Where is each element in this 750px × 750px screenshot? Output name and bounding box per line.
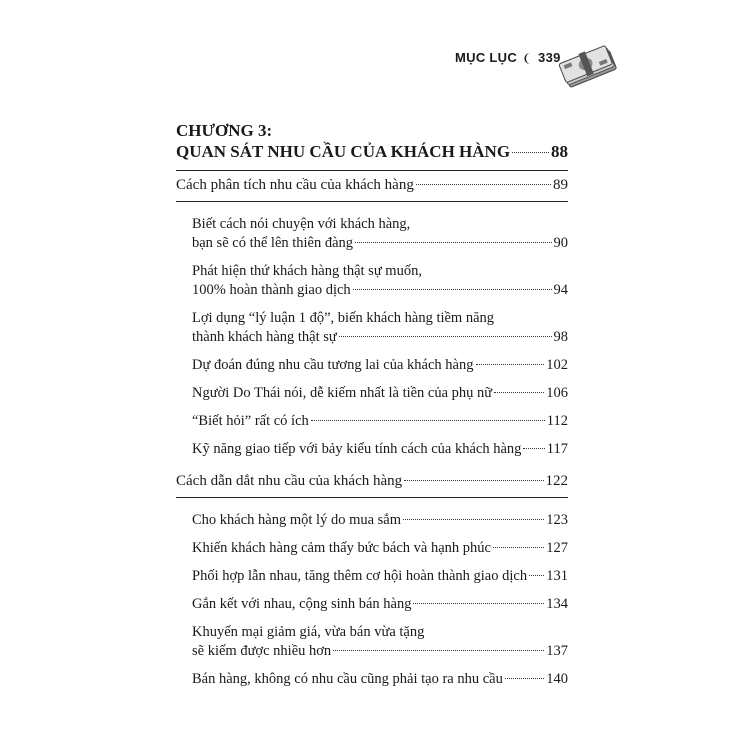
item-page: 94	[553, 282, 568, 298]
header-title: MỤC LỤC	[455, 50, 518, 65]
item-title: “Biết hỏi” rất có ích	[192, 413, 309, 429]
leader-dots	[505, 678, 544, 679]
crescent-icon	[523, 52, 532, 63]
item-title: 100% hoàn thành giao dịch	[192, 282, 351, 298]
toc-item[interactable]	[176, 595, 568, 614]
leader-dots	[416, 184, 551, 185]
item-page: 102	[546, 357, 568, 373]
chapter-number: CHƯƠNG 3:	[176, 121, 273, 140]
leader-dots	[333, 650, 544, 651]
leader-dots	[529, 575, 544, 576]
toc-item[interactable]	[176, 384, 568, 403]
section-items	[176, 511, 568, 697]
section-entry[interactable]	[176, 472, 568, 491]
leader-dots	[523, 448, 544, 449]
toc-section	[176, 467, 568, 498]
running-header	[455, 50, 561, 65]
item-title: bạn sẽ có thể lên thiên đàng	[192, 235, 354, 251]
leader-dots	[403, 519, 544, 520]
item-page: 90	[553, 235, 568, 251]
leader-dots	[353, 289, 552, 290]
leader-dots	[355, 242, 551, 243]
toc-item[interactable]	[176, 309, 568, 347]
item-title: Người Do Thái nói, dễ kiếm nhất là tiền của phụ nữ	[192, 385, 493, 401]
chapter-title: QUAN SÁT NHU CẦU CỦA KHÁCH HÀNG	[176, 142, 511, 161]
money-stack-icon	[558, 44, 620, 90]
item-title-line1: Biết cách nói chuyện với khách hàng,	[192, 216, 411, 232]
item-page: 106	[546, 385, 568, 401]
item-title-line1: Khuyến mại giảm giá, vừa bán vừa tặng	[192, 624, 425, 640]
item-page: 123	[546, 512, 568, 528]
item-title: Bán hàng, không có nhu cầu cũng phải tạo ra nhu cầu	[192, 671, 503, 687]
chapter-page: 88	[551, 142, 568, 161]
toc-item[interactable]	[176, 215, 568, 253]
toc-item[interactable]	[176, 440, 568, 459]
section-title: Cách dẫn dắt nhu cầu của khách hàng	[176, 473, 403, 489]
section-entry[interactable]	[176, 176, 568, 195]
toc-item[interactable]	[176, 623, 568, 661]
item-page: 117	[546, 441, 568, 457]
header-page-number: 339	[538, 50, 561, 65]
toc-item[interactable]	[176, 670, 568, 689]
toc-item[interactable]	[176, 539, 568, 558]
item-page: 98	[553, 329, 568, 345]
leader-dots	[494, 392, 544, 393]
leader-dots	[512, 152, 549, 153]
item-title: Dự đoán đúng nhu cầu tương lai của khách hàng	[192, 357, 474, 373]
item-title-line1: Phát hiện thứ khách hàng thật sự muốn,	[192, 263, 422, 279]
item-title: Gắn kết với nhau, cộng sinh bán hàng	[192, 596, 412, 612]
section-page: 89	[553, 177, 568, 193]
item-title: Kỹ năng giao tiếp với bảy kiểu tính cách của khách hàng	[192, 441, 522, 457]
item-page: 112	[546, 413, 568, 429]
table-of-contents	[176, 120, 568, 697]
toc-item[interactable]	[176, 412, 568, 431]
leader-dots	[493, 547, 544, 548]
leader-dots	[311, 420, 545, 421]
leader-dots	[476, 364, 545, 365]
item-title: Cho khách hàng một lý do mua sắm	[192, 512, 402, 528]
leader-dots	[404, 480, 543, 481]
toc-item[interactable]	[176, 262, 568, 300]
item-page: 140	[546, 671, 568, 687]
item-page: 131	[546, 568, 568, 584]
item-title: Khiến khách hàng cảm thấy bức bách và hạnh phúc	[192, 540, 491, 556]
item-title: sẽ kiếm được nhiều hơn	[192, 643, 332, 659]
toc-item[interactable]	[176, 356, 568, 375]
toc-section	[176, 171, 568, 202]
section-page: 122	[545, 473, 568, 489]
section-items	[176, 215, 568, 467]
item-title: Phối hợp lẫn nhau, tăng thêm cơ hội hoàn thành giao dịch	[192, 568, 528, 584]
item-page: 127	[546, 540, 568, 556]
section-title: Cách phân tích nhu cầu của khách hàng	[176, 177, 414, 193]
item-title-line1: Lợi dụng “lý luận 1 độ”, biến khách hàng tiềm năng	[192, 310, 495, 326]
leader-dots	[413, 603, 544, 604]
toc-item[interactable]	[176, 567, 568, 586]
chapter-entry[interactable]	[176, 141, 568, 171]
item-page: 137	[546, 643, 568, 659]
item-page: 134	[546, 596, 568, 612]
item-title: thành khách hàng thật sự	[192, 329, 337, 345]
toc-item[interactable]	[176, 511, 568, 530]
leader-dots	[339, 336, 552, 337]
